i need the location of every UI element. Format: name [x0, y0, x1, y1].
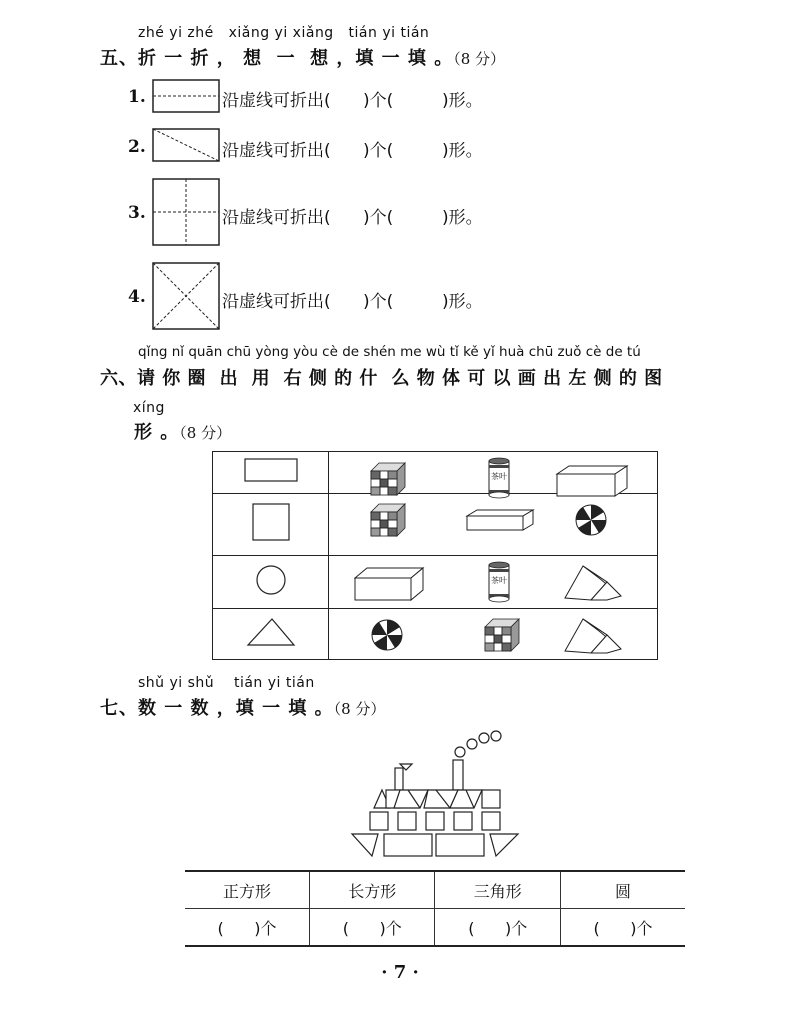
- answer-rectangle[interactable]: ( )个: [309, 909, 435, 947]
- left-shape-cell: [213, 609, 329, 660]
- q2-figure-rectangle-diagonal-fold: [152, 128, 222, 164]
- rectangle-shape: [244, 458, 298, 482]
- section5-title: [100, 44, 505, 70]
- tea-can-label: 茶叶: [491, 575, 507, 585]
- section7-title-text: 七、数 一 数 ，填 一 填 。: [100, 698, 334, 719]
- table-row: [213, 493, 658, 555]
- header-rectangle: 长方形: [309, 871, 435, 909]
- options-cell: [329, 555, 658, 608]
- table-row: [185, 871, 685, 909]
- page-number: · 7 ·: [381, 962, 419, 983]
- q3-number: 3.: [128, 203, 146, 223]
- triangular-prism-icon[interactable]: [563, 615, 623, 655]
- triangular-prism-icon[interactable]: [563, 562, 623, 602]
- ship-picture: [350, 726, 520, 860]
- flat-cuboid-icon[interactable]: [465, 508, 535, 532]
- options-cell: [329, 493, 658, 555]
- smoke-circle: [491, 731, 501, 741]
- section6-title-line2: [134, 418, 231, 444]
- section5-pinyin: zhé yi zhé xiǎng yi xiǎng tián yi tián: [138, 25, 430, 41]
- tea-can-label: 茶叶: [491, 472, 507, 481]
- smoke-circle: [467, 739, 477, 749]
- section7-title: [100, 694, 385, 720]
- header-square: 正方形: [185, 871, 309, 909]
- cuboid-icon[interactable]: [353, 566, 425, 602]
- options-cell: [329, 452, 658, 494]
- answer-triangle[interactable]: ( )个: [435, 909, 561, 947]
- section7-score: （8 分）: [333, 700, 386, 718]
- section6-pinyin-line1: qǐng nǐ quān chū yòng yòu cè de shén me wù tǐ kě yǐ huà chū zuǒ cè de tú: [138, 344, 641, 360]
- rubiks-cube-icon[interactable]: [483, 617, 521, 653]
- q1-number: 1.: [128, 87, 146, 107]
- q1-figure-rectangle-horizontal-fold: [152, 79, 222, 115]
- table-row: [213, 452, 658, 494]
- circle-shape: [255, 564, 287, 596]
- q3-figure-square-cross-fold: [152, 178, 222, 248]
- section5-title-text: 五、折 一 折 ， 想 一 想 ，填 一 填 。: [100, 48, 454, 69]
- triangle-shape: [246, 617, 296, 647]
- table-row: [185, 909, 685, 947]
- rubiks-cube-icon[interactable]: [369, 461, 407, 497]
- q2-text: 沿虚线可折出( )个( )形。: [222, 141, 483, 161]
- section6-pinyin-line2: xíng: [133, 400, 165, 416]
- q2-number: 2.: [128, 137, 146, 157]
- shape-matching-table: [212, 451, 658, 660]
- left-shape-cell: [213, 555, 329, 608]
- left-shape-cell: [213, 493, 329, 555]
- section7-pinyin: shǔ yi shǔ tián yi tián: [138, 675, 315, 691]
- answer-square[interactable]: ( )个: [217, 918, 277, 938]
- pinwheel-ball-icon[interactable]: [371, 619, 403, 651]
- pinwheel-ball-icon[interactable]: [575, 504, 607, 536]
- header-triangle: 三角形: [435, 871, 561, 909]
- table-row: [213, 609, 658, 660]
- square-shape: [252, 503, 290, 541]
- section6-title-line2-text: 形 。: [134, 422, 180, 443]
- smoke-circle: [455, 747, 465, 757]
- left-shape-cell: [213, 452, 329, 494]
- q3-text: 沿虚线可折出( )个( )形。: [222, 208, 483, 228]
- q4-text: 沿虚线可折出( )个( )形。: [222, 292, 483, 312]
- rubiks-cube-icon[interactable]: [369, 502, 407, 538]
- answer-circle[interactable]: ( )个: [560, 909, 685, 947]
- section6-score: （8 分）: [179, 424, 232, 442]
- section6-title-line1: 六、请 你 圈 出 用 右 侧 的 什 么 物 体 可 以 画 出 左 侧 的 图: [100, 368, 663, 389]
- count-table: [185, 870, 685, 947]
- smoke-circle: [479, 733, 489, 743]
- q1-text: 沿虚线可折出( )个( )形。: [222, 91, 483, 111]
- q4-figure-square-diagonals-fold: [152, 262, 222, 332]
- header-circle: 圆: [560, 871, 685, 909]
- options-cell: [329, 609, 658, 660]
- table-row: [213, 555, 658, 608]
- section5-score: （8 分）: [453, 50, 506, 68]
- q4-number: 4.: [128, 287, 146, 307]
